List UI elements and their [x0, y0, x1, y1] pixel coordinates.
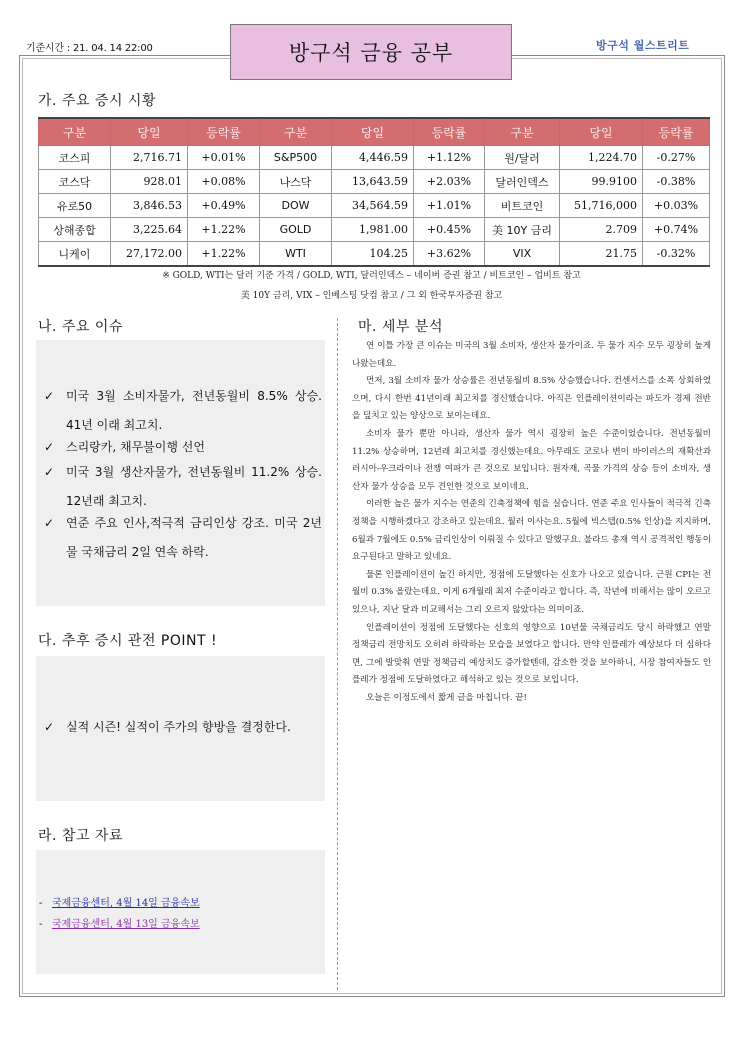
index-name: 달러인덱스 [485, 170, 560, 194]
col-header: 등락률 [414, 118, 485, 146]
list-item [44, 509, 322, 567]
list-item [44, 382, 322, 440]
analysis-paragraph: 물론 인플레이션이 높긴 하지만, 정점에 도달했다는 신호가 나오고 있습니다. 근원 CPI는 전월비 0.3% 올랐는데요. 이게 6개월래 최저 수준이라고 합니다. 즉, 작년에 비해서는 많이 오르고 있으나, 지난 달과 비교해서는 그리 오르지 않았다는 의미이죠. [352, 569, 711, 615]
index-value: 99.9100 [560, 170, 643, 194]
index-name: GOLD [260, 218, 332, 242]
index-value: 4,446.59 [332, 146, 414, 170]
index-change: +1.22% [188, 218, 260, 242]
index-value: 13,643.59 [332, 170, 414, 194]
issue-text: 연준 주요 인사,적극적 금리인상 강조. 미국 2년물 국채금리 2일 연속 하락. [66, 516, 322, 559]
index-name: 나스닥 [260, 170, 332, 194]
col-header: 당일 [111, 118, 188, 146]
index-change: -0.32% [643, 242, 710, 267]
source-notes [0, 266, 743, 306]
index-value: 2.709 [560, 218, 643, 242]
table-row [39, 242, 710, 267]
list-item [44, 713, 322, 742]
index-change: +1.12% [414, 146, 485, 170]
dash: - [39, 919, 43, 930]
index-value: 1,224.70 [560, 146, 643, 170]
column-divider [337, 318, 338, 990]
index-name: WTI [260, 242, 332, 267]
index-name: 美 10Y 금리 [485, 218, 560, 242]
issue-text: 스리랑카, 채무불이행 선언 [66, 440, 205, 454]
index-value: 21.75 [560, 242, 643, 267]
issue-text: 미국 3월 생산자물가, 전년동월비 11.2% 상승. 12년래 최고치. [66, 465, 322, 508]
list-item [44, 458, 322, 516]
timestamp: 기준시간 : 21. 04. 14 22:00 [26, 43, 153, 54]
market-header-row [39, 118, 710, 146]
point-text: 실적 시즌! 실적이 주가의 향방을 결정한다. [66, 720, 291, 734]
analysis-body [352, 338, 711, 707]
index-name: 유로50 [39, 194, 111, 218]
index-name: S&P500 [260, 146, 332, 170]
index-change: -0.38% [643, 170, 710, 194]
index-name: DOW [260, 194, 332, 218]
index-value: 3,846.53 [111, 194, 188, 218]
check-icon: ✓ [44, 440, 55, 454]
index-name: VIX [485, 242, 560, 267]
table-row [39, 218, 710, 242]
analysis-paragraph: 이러한 높은 물가 지수는 연준의 긴축정책에 힘을 실습니다. 연준 주요 인사들이 적극적 긴축 정책을 시행하겠다고 강조하고 있는데요. 월러 이사는요. 5월에 빅스텝(0.5% 인상)을 지지하며, 6월과 7월에도 0.5% 금리인상이 이뤄질 수 있다고 말했구요. 불라드 총재 역시 공격적인 행동이 요구된다고 말하고 있네요. [352, 499, 711, 563]
table-row [39, 146, 710, 170]
page-title: 방구석 금융 공부 [230, 24, 512, 80]
index-change: +0.01% [188, 146, 260, 170]
dash: - [39, 898, 43, 909]
index-name: 코스피 [39, 146, 111, 170]
table-row [39, 170, 710, 194]
refs-box [36, 850, 325, 974]
index-name: 코스닥 [39, 170, 111, 194]
index-change: +0.45% [414, 218, 485, 242]
col-header: 등락률 [188, 118, 260, 146]
index-change: +0.49% [188, 194, 260, 218]
index-value: 3,225.64 [111, 218, 188, 242]
index-name: 원/달러 [485, 146, 560, 170]
analysis-paragraph: 먼저, 3월 소비자 물가 상승률은 전년동월비 8.5% 상승했습니다. 컨센서스를 소폭 상회하였으며, 다시 한번 41년이래 최고치를 경신했습니다. 아직은 인플레이션이라는 파도가 경제 전반을 덮치고 있는 양상으로 보이는데요. [352, 376, 711, 422]
index-change: +2.03% [414, 170, 485, 194]
list-item [39, 915, 200, 930]
check-icon: ✓ [44, 516, 55, 530]
col-header: 등락률 [643, 118, 710, 146]
issue-text: 미국 3월 소비자물가, 전년동월비 8.5% 상승. 41년 이래 최고치. [66, 389, 322, 432]
index-value: 2,716.71 [111, 146, 188, 170]
index-change: +0.03% [643, 194, 710, 218]
list-item [39, 894, 200, 909]
col-header: 당일 [332, 118, 414, 146]
index-change: +1.01% [414, 194, 485, 218]
brand-logo: 방구석 월스트리트 [596, 39, 690, 52]
index-value: 104.25 [332, 242, 414, 267]
index-change: +0.08% [188, 170, 260, 194]
table-row [39, 194, 710, 218]
index-change: -0.27% [643, 146, 710, 170]
market-table [38, 117, 710, 267]
check-icon: ✓ [44, 389, 55, 403]
analysis-paragraph: 소비자 물가 뿐만 아니라, 생산자 물가 역시 굉장히 높은 수준이었습니다. 전년동월비 11.2% 상승하며, 12년래 최고치를 경신했는데요. 아무래도 코로나 변이 바이러스의 재확산과 러시아-우크라이나 전쟁 여파가 큰 것으로 보입니다. 원자재, 곡물 가격의 상승 등이 소비자, 생산자 물가 상승을 모두 견인한 것으로 보이네요. [352, 428, 711, 492]
refs-section-title: 라. 참고 자료 [38, 828, 123, 844]
index-change: +0.74% [643, 218, 710, 242]
analysis-paragraph: 인플레이션이 정점에 도달했다는 신호의 영향으로 10년물 국채금리도 당시 하락했고 연말 정책금리 전망치도 오히려 하락하는 모습을 보였다고 합니다. 만약 인플레가 예상보다 더 심하다면, 그에 발맞춰 연말 정책금리 예상치도 증가할텐데, 감소한 것을 보아하니, 시장 참여자들도 인플레가 정점에 도달하였다고 해석하고 있는 것으로 보입니다. [352, 622, 711, 686]
index-value: 34,564.59 [332, 194, 414, 218]
source-note: 美 10Y 금리, VIX – 인베스팅 닷컴 참고 / 그 외 한국투자증권 참고 [240, 291, 503, 301]
source-note: ※ GOLD, WTI는 달러 기준 가격 / GOLD, WTI, 달러인덱스 – 네이버 증권 참고 / 비트코인 – 업비트 참고 [162, 271, 581, 281]
index-value: 1,981.00 [332, 218, 414, 242]
index-name: 비트코인 [485, 194, 560, 218]
ref-link[interactable]: 국제금융센터, 4월 13일 금융속보 [51, 919, 200, 930]
index-value: 51,716,000 [560, 194, 643, 218]
index-change: +1.22% [188, 242, 260, 267]
index-name: 상해종합 [39, 218, 111, 242]
analysis-paragraph: 오늘은 이정도에서 짧게 글을 마칩니다. 끝! [366, 692, 527, 703]
issues-section-title: 나. 주요 이슈 [38, 319, 123, 335]
col-header: 당일 [560, 118, 643, 146]
check-icon: ✓ [44, 465, 55, 479]
col-header: 구분 [485, 118, 560, 146]
analysis-paragraph: 연 이틀 가장 큰 이슈는 미국의 3월 소비자, 생산자 물가이죠. 두 물가 지수 모두 굉장히 높게 나왔는데요. [352, 341, 711, 369]
col-header: 구분 [39, 118, 111, 146]
market-section-title: 가. 주요 증시 시황 [38, 93, 156, 109]
ref-link[interactable]: 국제금융센터, 4월 14일 금융속보 [51, 898, 200, 909]
index-name: 니케이 [39, 242, 111, 267]
index-value: 27,172.00 [111, 242, 188, 267]
index-change: +3.62% [414, 242, 485, 267]
analysis-section-title: 마. 세부 분석 [358, 319, 443, 335]
index-value: 928.01 [111, 170, 188, 194]
col-header: 구분 [260, 118, 332, 146]
point-section-title: 다. 추후 증시 관전 POINT ! [38, 633, 218, 649]
check-icon: ✓ [44, 720, 55, 734]
